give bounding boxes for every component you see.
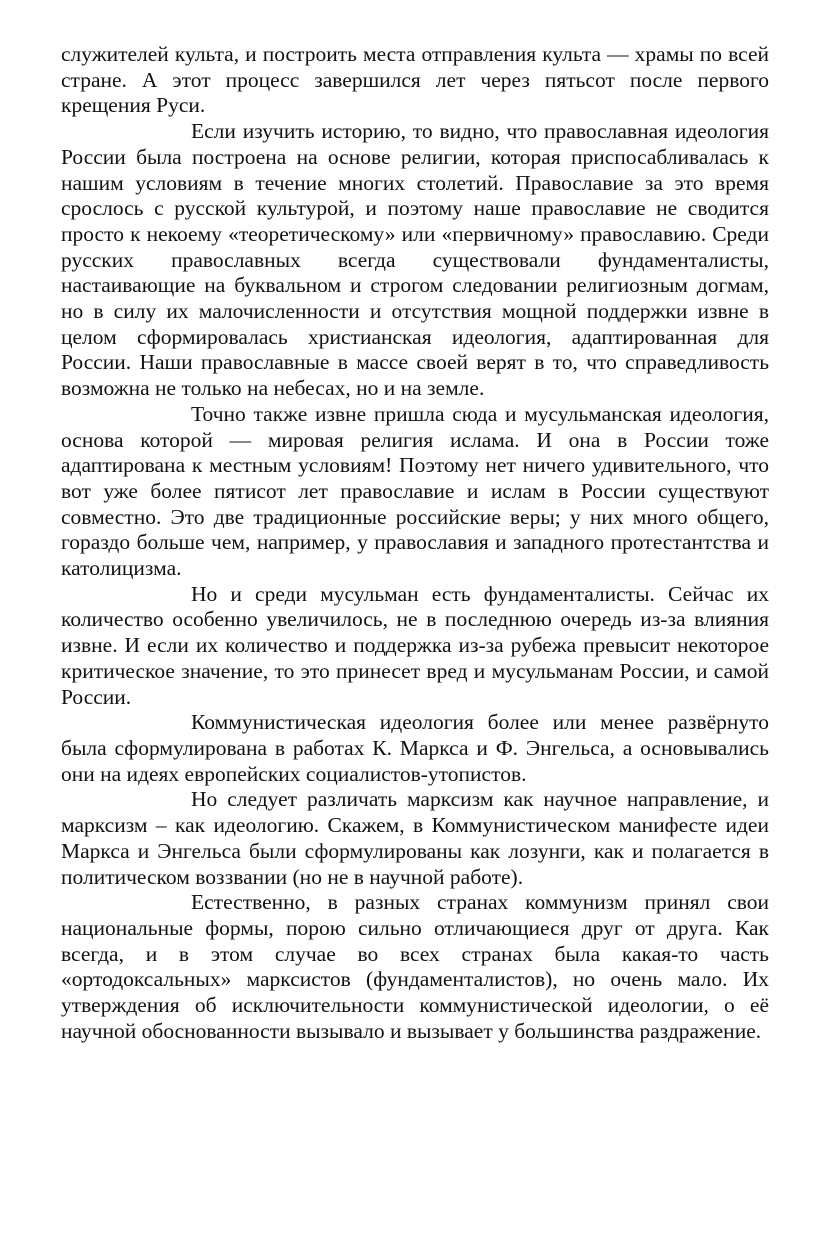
paragraph-muslim-ideology: Точно также извне пришла сюда и мусульманская идеология, основа которой — мировая религия ислама. И она в России тоже адаптирована к местным условиям! Поэтому нет ничего удивительного, что вот уже более пятисот лет православие и ислам в России существуют совместно. Это две традиционные российские веры; у них много общего, гораздо больше чем, например, у православия и западного протестантства и католицизма.: [61, 401, 769, 581]
paragraph-muslim-fundamentalists: Но и среди мусульман есть фундаменталисты. Сейчас их количество особенно увеличилось, не в последнюю очередь из-за влияния извне. И если их количество и поддержка из-за рубежа превысит некоторое критическое значение, то это принесет вред и мусульманам России, и самой России.: [61, 581, 769, 709]
paragraph-continuation: служителей культа, и построить места отправления культа — храмы по всей стране. А этот процесс завершился лет через пятьсот после первого крещения Руси.: [61, 42, 769, 118]
paragraph-national-forms: Естественно, в разных странах коммунизм принял свои национальные формы, порою сильно отличающиеся друг от друга. Как всегда, и в этом случае во всех странах была какая-то часть «ортодоксальных» марксистов (фундаменталистов), но очень мало. Их утверждения об исключительности коммунистической идеологии, о её научной обоснованности вызывало и вызывает у большинства раздражение.: [61, 890, 769, 1043]
paragraph-marxism-distinction: Но следует различать марксизм как научное направление, и марксизм – как идеологию. Скажем, в Коммунистическом манифесте идеи Маркса и Энгельса были сформулированы как лозунги, как и полагается в политическом воззвании (но не в научной работе).: [61, 787, 769, 889]
paragraph-communist-ideology: Коммунистическая идеология более или менее развёрнуто была сформулирована в работах К. Маркса и Ф. Энгельса, а основывались они на идеях европейских социалистов-утопистов.: [61, 710, 769, 786]
document-page: [61, 42, 769, 1044]
paragraph-orthodox-ideology: Если изучить историю, то видно, что православная идеология России была построена на основе религии, которая приспосабливалась к нашим условиям в течение многих столетий. Православие за это время срослось с русской культурой, и поэтому наше православие не сводится просто к некоему «теоретическому» или «первичному» православию. Среди русских православных всегда существовали фундаменталисты, настаивающие на буквальном и строгом следовании религиозным догмам, но в силу их малочисленности и отсутствия мощной поддержки извне в целом сформировалась христианская идеология, адаптированная для России. Наши православные в массе своей верят в то, что справедливость возможна не только на небесах, но и на земле.: [61, 119, 769, 401]
